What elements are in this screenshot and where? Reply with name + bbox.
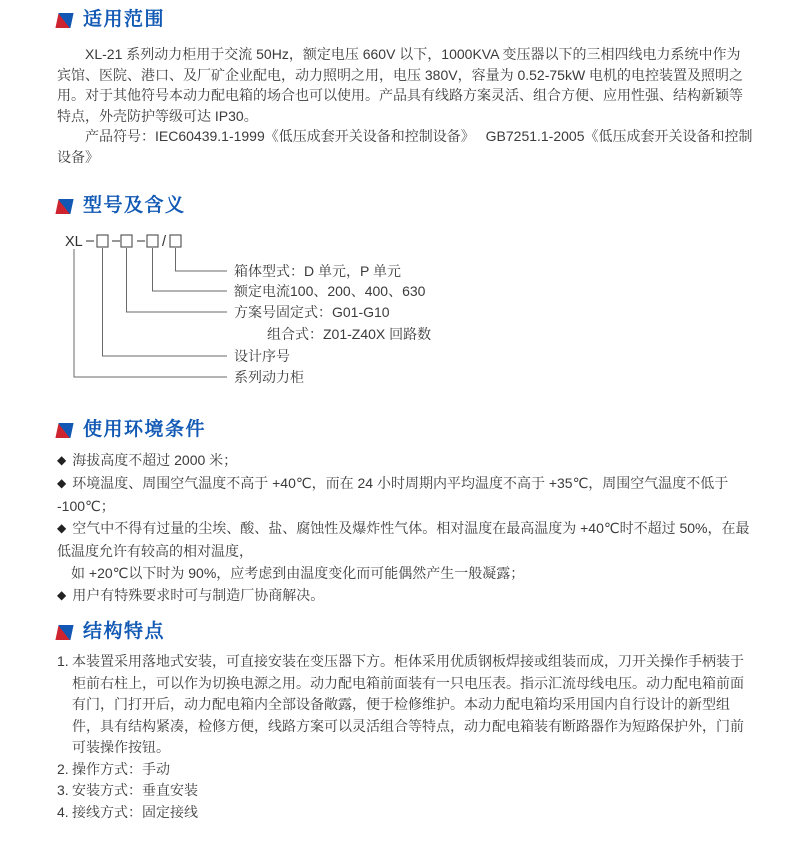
model-label-series: 系列动力柜 bbox=[234, 369, 304, 385]
env-bullet-text: 如 +20℃以下时为 90%，应考虑到由温度变化而可能偶然产生一般凝露； bbox=[71, 565, 525, 581]
section-scope-header bbox=[57, 9, 165, 31]
structure-item-text: 操作方式：手动 bbox=[72, 760, 170, 777]
env-bullet bbox=[57, 584, 753, 607]
section-environment-header bbox=[57, 419, 206, 441]
structure-item bbox=[57, 780, 757, 802]
model-prefix: XL bbox=[65, 234, 83, 250]
connector-line-rated-current bbox=[153, 248, 228, 291]
section-marker-icon bbox=[55, 625, 73, 640]
bullet-diamond-icon: ◆ bbox=[57, 453, 67, 467]
structure-item bbox=[57, 651, 757, 759]
model-code-box bbox=[147, 235, 158, 247]
env-bullet bbox=[57, 449, 753, 472]
connector-line-design-serial bbox=[103, 248, 228, 356]
model-separator: – bbox=[112, 233, 121, 249]
structure-item-number: 2. bbox=[57, 760, 69, 777]
scope-paragraph-1: XL-21 系列动力柜用于交流 50Hz，额定电压 660V 以下，1000KVA 变压器以下的三相四线电力系统中作为宾馆、医院、港口、及厂矿企业配电，动力照明之用，电压 380V，容量为 0.52-75kW 电机的电控装置及照明之用。对于其他符号本动力配电箱的场合也可以使用。产品具有线路方案灵活、组合方便、应用性强、结构新颖等特点，外壳防护等级可达 IP30。 bbox=[57, 46, 744, 124]
connector-line-scheme bbox=[127, 248, 228, 312]
section-scope-body bbox=[57, 44, 753, 167]
structure-item-text: 本装置采用落地式安装，可直接安装在变压器下方。柜体采用优质钢板焊接或组装而成，刀开关操作手柄装于柜前右柱上，可以作为切换电源之用。动力配电箱前面装有一只电压表。指示汇流母线电压。动力配电箱前面有门，门打开后，动力配电箱内全部设备敞露，便于检修维护。本动力配电箱均采用国内自行设计的新型组件，具有结构紧凑，检修方便，线路方案可以灵活组合等特点，动力配电箱装有断路器作为短路保护外，门前可装操作按钮。 bbox=[72, 653, 744, 755]
model-separator: – bbox=[86, 233, 95, 249]
connector-line-series bbox=[74, 249, 227, 377]
section-model-header bbox=[57, 195, 186, 217]
env-bullet bbox=[57, 517, 753, 562]
structure-item-text: 安装方式：垂直安装 bbox=[72, 782, 198, 798]
model-label-rated-current: 额定电流100、200、400、630 bbox=[234, 283, 426, 299]
model-label-box-type: 箱体型式：D 单元，P 单元 bbox=[234, 263, 401, 279]
model-code-diagram bbox=[57, 228, 757, 396]
model-separator: / bbox=[162, 234, 167, 250]
structure-item-text: 接线方式：固定接线 bbox=[72, 803, 198, 820]
env-bullet-text: 用户有特殊要求时可与制造厂协商解决。 bbox=[72, 587, 325, 603]
bullet-diamond-icon: ◆ bbox=[57, 521, 67, 535]
model-label-design-serial: 设计序号 bbox=[234, 348, 290, 364]
env-bullet-text: 空气中不得有过量的尘埃、酸、盐、腐蚀性及爆炸性气体。相对温度在最高温度为 +40℃时不超过 50%，在最低温度允许有较高的相对温度， bbox=[57, 520, 750, 559]
model-code-box bbox=[170, 235, 181, 247]
section-environment-body bbox=[57, 449, 753, 607]
section-marker-icon bbox=[55, 13, 73, 28]
env-bullet bbox=[57, 472, 753, 517]
structure-item-number: 4. bbox=[57, 803, 69, 820]
bullet-diamond-icon: ◆ bbox=[57, 476, 67, 490]
section-marker-icon bbox=[55, 423, 73, 438]
model-code-box bbox=[97, 235, 108, 247]
structure-item-number: 3. bbox=[57, 782, 69, 798]
section-structure-header bbox=[57, 621, 165, 643]
model-label-scheme-fixed: 方案号固定式：G01-G10 bbox=[234, 304, 390, 320]
section-title-structure: 结构特点 bbox=[83, 621, 166, 642]
section-title-environment: 使用环境条件 bbox=[83, 419, 207, 440]
model-separator: – bbox=[137, 233, 146, 249]
structure-item bbox=[57, 759, 757, 781]
bullet-diamond-icon: ◆ bbox=[57, 588, 67, 602]
section-title-scope: 适用范围 bbox=[83, 9, 166, 30]
structure-item bbox=[57, 802, 757, 824]
section-structure-body bbox=[57, 651, 757, 823]
section-title-model: 型号及含义 bbox=[83, 195, 186, 216]
model-code-box bbox=[121, 235, 132, 247]
env-bullet-text: 海拔高度不超过 2000 米； bbox=[72, 452, 238, 468]
model-label-scheme-combined: 组合式：Z01-Z40X 回路数 bbox=[267, 326, 432, 342]
env-bullet-continuation bbox=[57, 562, 753, 584]
section-marker-icon bbox=[55, 199, 73, 214]
env-bullet-text: 环境温度、周围空气温度不高于 +40℃，而在 24 小时周期内平均温度不高于 +35℃，周围空气温度不低于 -100℃； bbox=[57, 475, 729, 514]
structure-item-number: 1. bbox=[57, 653, 69, 669]
connector-line-box-type bbox=[176, 248, 228, 271]
scope-paragraph-2: 产品符号：IEC60439.1-1999《低压成套开关设备和控制设备》 GB7251.1-2005《低压成套开关设备和控制设备》 bbox=[57, 128, 753, 165]
